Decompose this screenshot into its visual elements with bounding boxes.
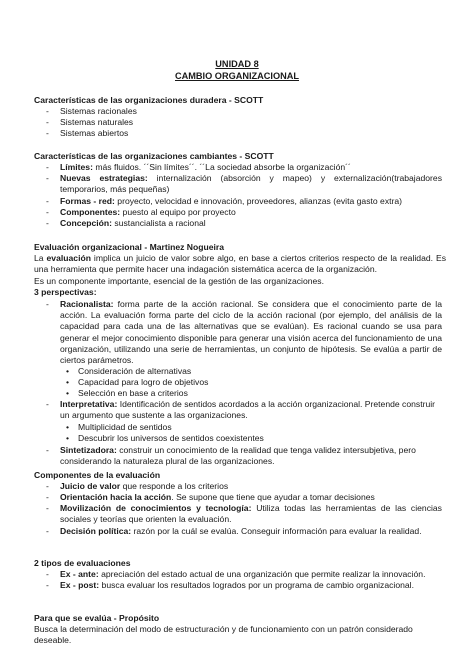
sub-list-item: • Capacidad para logro de objetivos xyxy=(66,377,209,387)
list-item: - Sintetizadora: construir un conocimiento de la realidad que tenga validez intersubjetiva, pero considerando la naturaleza plural de las organizaciones. xyxy=(46,445,416,467)
list-item: - Sistemas racionales xyxy=(46,106,137,116)
list-item: - Juicio de valor que responde a los criterios xyxy=(46,481,229,491)
list-item: - Sistemas naturales xyxy=(46,117,134,127)
sub-list-item: • Multiplicidad de sentidos xyxy=(66,422,172,432)
section-heading-tipos: 2 tipos de evaluaciones xyxy=(34,558,131,568)
list-item: - Nuevas estrategias: internalización (absorción y mapeo) y externalización(trabajadores temporarios, más pequeñas) xyxy=(46,173,442,195)
list-item: - Componentes: puesto al equipo por proyecto xyxy=(46,207,236,217)
list-item: - Sistemas abiertos xyxy=(46,128,129,138)
sub-list-item: • Descubrir los universos de sentidos coexistentes xyxy=(66,433,264,443)
section-heading-evaluacion: Evaluación organizacional - Martinez Nogueira xyxy=(34,242,225,252)
section-heading-componentes: Componentes de la evaluación xyxy=(34,470,161,480)
unit-title: UNIDAD 8 xyxy=(215,59,259,69)
list-item: - Ex - ante: apreciación del estado actual de una organización que permite realizar la innovación. xyxy=(46,569,426,579)
section-heading-duradera: Características de las organizaciones duradera - SCOTT xyxy=(34,95,264,105)
list-item: - Orientación hacia la acción. Se supone que tiene que ayudar a tomar decisiones xyxy=(46,492,375,502)
sub-list-item: • Selección en base a criterios xyxy=(66,388,188,398)
sub-list-item: • Consideración de alternativas xyxy=(66,366,192,376)
paragraph: Busca la determinación del modo de estructuración y de funcionamiento con un patrón considerado deseable. xyxy=(34,624,413,646)
document-title: CAMBIO ORGANIZACIONAL xyxy=(174,71,300,81)
list-item: - Racionalista: forma parte de la acción racional. Se considera que el conocimiento parte de la acción. La evaluación forma parte del ciclo de la acción racional (por ejemplo, del análisis de la capacidad para cada una de las alternativas que se evalúan). Es racional cuando se usa para generar el mejor conocimiento disponible para generar una visión acerca del funcionamiento de una organización, utilizando una serie de herramientas, un conjunto de hipótesis. Se evalúa a partir de ciertos parámetros. xyxy=(46,299,442,366)
list-item: - Concepción: sustancialista a racional xyxy=(46,218,206,228)
list-item: - Movilización de conocimientos y tecnología: Utiliza todas las herramientas de las ciencias sociales y teorías que orienten la evaluación. xyxy=(46,503,442,525)
list-item: - Interpretativa: Identificación de sentidos acordados a la acción organizacional. Pretende construir un argumento que sustente a las organizaciones. xyxy=(46,399,435,421)
list-item: - Formas - red: proyecto, velocidad e innovación, proveedores, alianzas (evita gasto extra) xyxy=(46,196,403,206)
paragraph: La evaluación implica un juicio de valor sobre algo, en base a ciertos criterios respecto de la realidad. Es una herramienta que permite hacer una indagación sistemática acerca de la organización. xyxy=(34,253,446,275)
list-item: - Decisión política: razón por la cuál se evalúa. Conseguir información para evaluar la realidad. xyxy=(46,526,422,536)
paragraph: Es un componente importante, esencial de la gestión de las organizaciones. xyxy=(34,276,324,286)
list-item: - Límites: más fluidos. ´´Sin límites´´. ´´La sociedad absorbe la organización´´ xyxy=(46,162,351,172)
subheading-perspectivas: 3 perspectivas: xyxy=(34,287,97,297)
section-heading-proposito: Para que se evalúa - Propósito xyxy=(34,613,160,623)
section-heading-cambiantes: Características de las organizaciones cambiantes - SCOTT xyxy=(34,151,274,161)
list-item: - Ex - post: busca evaluar los resultados logrados por un programa de cambio organizacional. xyxy=(46,580,414,590)
